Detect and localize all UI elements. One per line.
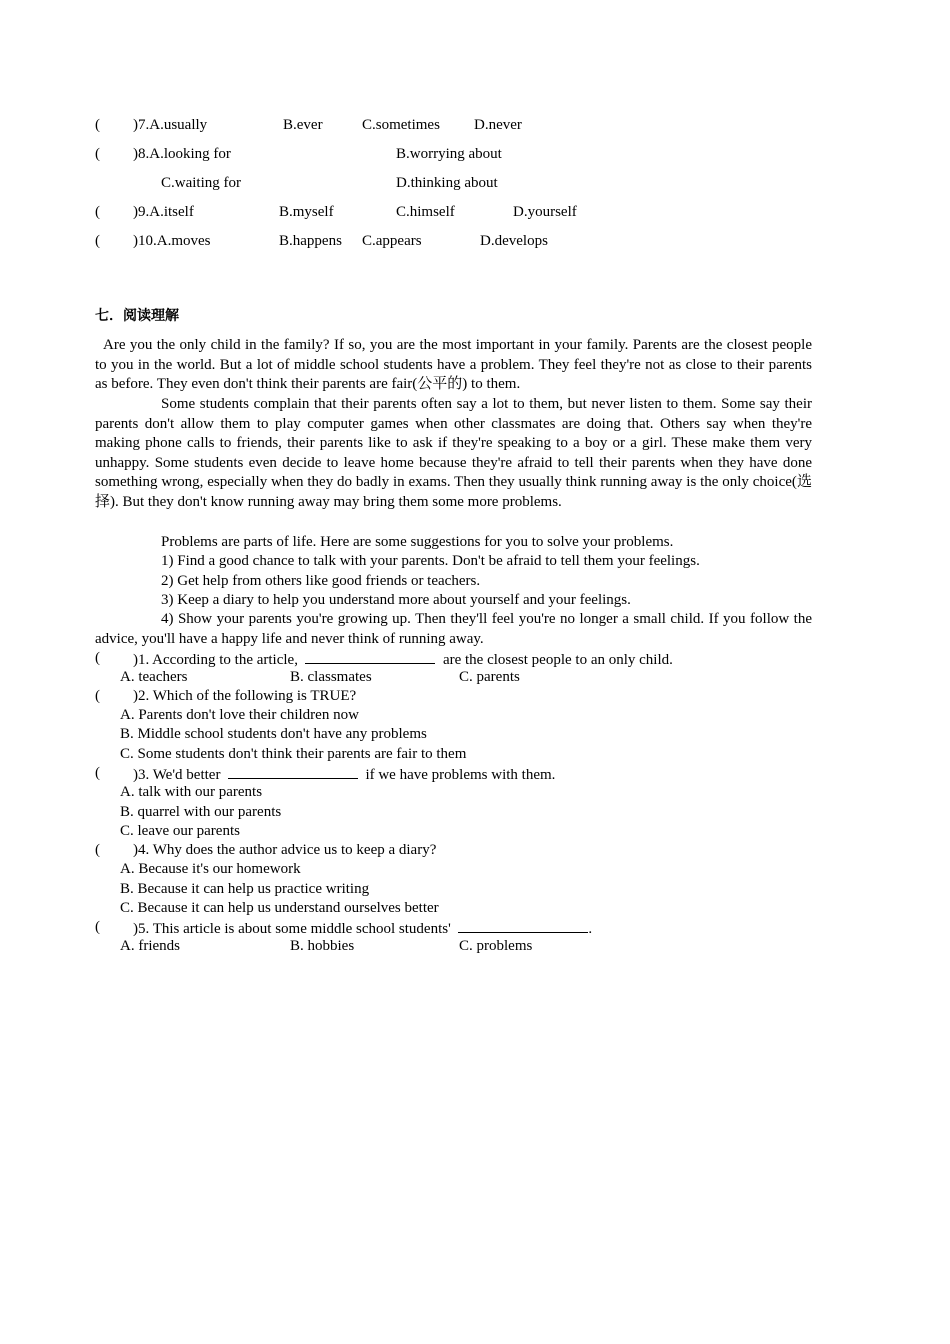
cloze-q8-option-b: B.worrying about xyxy=(396,146,502,162)
suggestion-3: 3) Keep a diary to help you understand more about yourself and your feelings. xyxy=(161,592,631,608)
answer-paren: ( xyxy=(95,233,100,249)
answer-paren: ( xyxy=(95,146,100,162)
cloze-q10-option-b: B.happens xyxy=(279,233,342,249)
option-a: A. talk with our parents xyxy=(120,784,263,800)
cloze-q7-option-d: D.never xyxy=(474,117,522,133)
option-c: C. Because it can help us understand ourselves better xyxy=(120,900,439,916)
option-c: C. problems xyxy=(459,938,533,954)
answer-paren: ( xyxy=(95,204,100,220)
option-a: A. friends xyxy=(120,938,180,954)
question-stem: )3. We'd better if we have problems with them. xyxy=(133,764,555,785)
cloze-q8-option-a: )8.A.looking for xyxy=(133,146,231,162)
answer-paren: ( xyxy=(95,919,100,935)
suggestion-1: 1) Find a good chance to talk with your parents. Don't be afraid to tell them your feelings. xyxy=(161,553,700,569)
cloze-q9-option-d: D.yourself xyxy=(513,204,577,220)
question-stem: )4. Why does the author advice us to keep a diary? xyxy=(133,842,437,858)
answer-paren: ( xyxy=(95,842,100,858)
option-b: B. Because it can help us practice writing xyxy=(120,881,370,897)
cloze-q9-option-b: B.myself xyxy=(279,204,334,220)
suggestion-2: 2) Get help from others like good friends or teachers. xyxy=(161,573,481,589)
answer-paren: ( xyxy=(95,117,100,133)
cloze-q7-option-c: C.sometimes xyxy=(362,117,440,133)
option-b: B. classmates xyxy=(290,669,372,685)
option-a: A. Parents don't love their children now xyxy=(120,707,359,723)
cloze-q8-option-d: D.thinking about xyxy=(396,175,498,191)
passage-paragraph-3: Problems are parts of life. Here are some suggestions for you to solve your problems. xyxy=(161,534,674,550)
cloze-q8-option-c: C.waiting for xyxy=(161,175,241,191)
option-c: C. parents xyxy=(459,669,520,685)
cloze-q10-option-d: D.develops xyxy=(480,233,548,249)
passage-paragraph-2: Some students complain that their parents often say a lot to them, but never listen to them. Some say their parents don't allow them to play computer games when other classmates are doing that. Others say when they're making phone calls to friends, their parents like to ask if they're speaking to a boy or a girl. These make them very unhappy. Some students even decide to leave home because they're afraid to tell their parents when they have done something wrong, especially when they do badly in exams. Then they usually think running away is the only choice(选择). But they don't know running away may bring them some more problems. xyxy=(95,396,812,510)
answer-paren: ( xyxy=(95,650,100,666)
option-c: C. Some students don't think their parents are fair to them xyxy=(120,746,467,762)
answer-paren: ( xyxy=(95,765,100,781)
option-a: A. Because it's our homework xyxy=(120,861,301,877)
cloze-q7-option-b: B.ever xyxy=(283,117,323,133)
cloze-q10-option-a: )10.A.moves xyxy=(133,233,211,249)
question-stem: )5. This article is about some middle school students' . xyxy=(133,918,592,939)
question-stem: )2. Which of the following is TRUE? xyxy=(133,688,357,704)
cloze-q9-option-a: )9.A.itself xyxy=(133,204,194,220)
cloze-q9-option-c: C.himself xyxy=(396,204,455,220)
option-a: A. teachers xyxy=(120,669,188,685)
answer-blank xyxy=(458,918,588,933)
suggestion-4: 4) Show your parents you're growing up. Then they'll feel you're no longer a small child. If you follow the advice, you'll have a happy life and never think of running away. xyxy=(95,611,812,647)
option-c: C. leave our parents xyxy=(120,823,240,839)
answer-blank xyxy=(228,764,358,779)
section-title: 七．阅读理解 xyxy=(95,308,179,324)
option-b: B. hobbies xyxy=(290,938,355,954)
question-stem: )1. According to the article, are the closest people to an only child. xyxy=(133,649,673,670)
passage-paragraph-1: Are you the only child in the family? If so, you are the most important in your family. Parents are the closest people to you in the world. But a lot of middle school students have a problem. They feel they're not as close to their parents as before. They even don't think their parents are fair(公平的) to them. xyxy=(95,337,812,392)
answer-paren: ( xyxy=(95,688,100,704)
option-b: B. Middle school students don't have any problems xyxy=(120,726,427,742)
answer-blank xyxy=(305,649,435,664)
option-b: B. quarrel with our parents xyxy=(120,804,282,820)
cloze-q10-option-c: C.appears xyxy=(362,233,422,249)
cloze-q7-option-a: )7.A.usually xyxy=(133,117,208,133)
